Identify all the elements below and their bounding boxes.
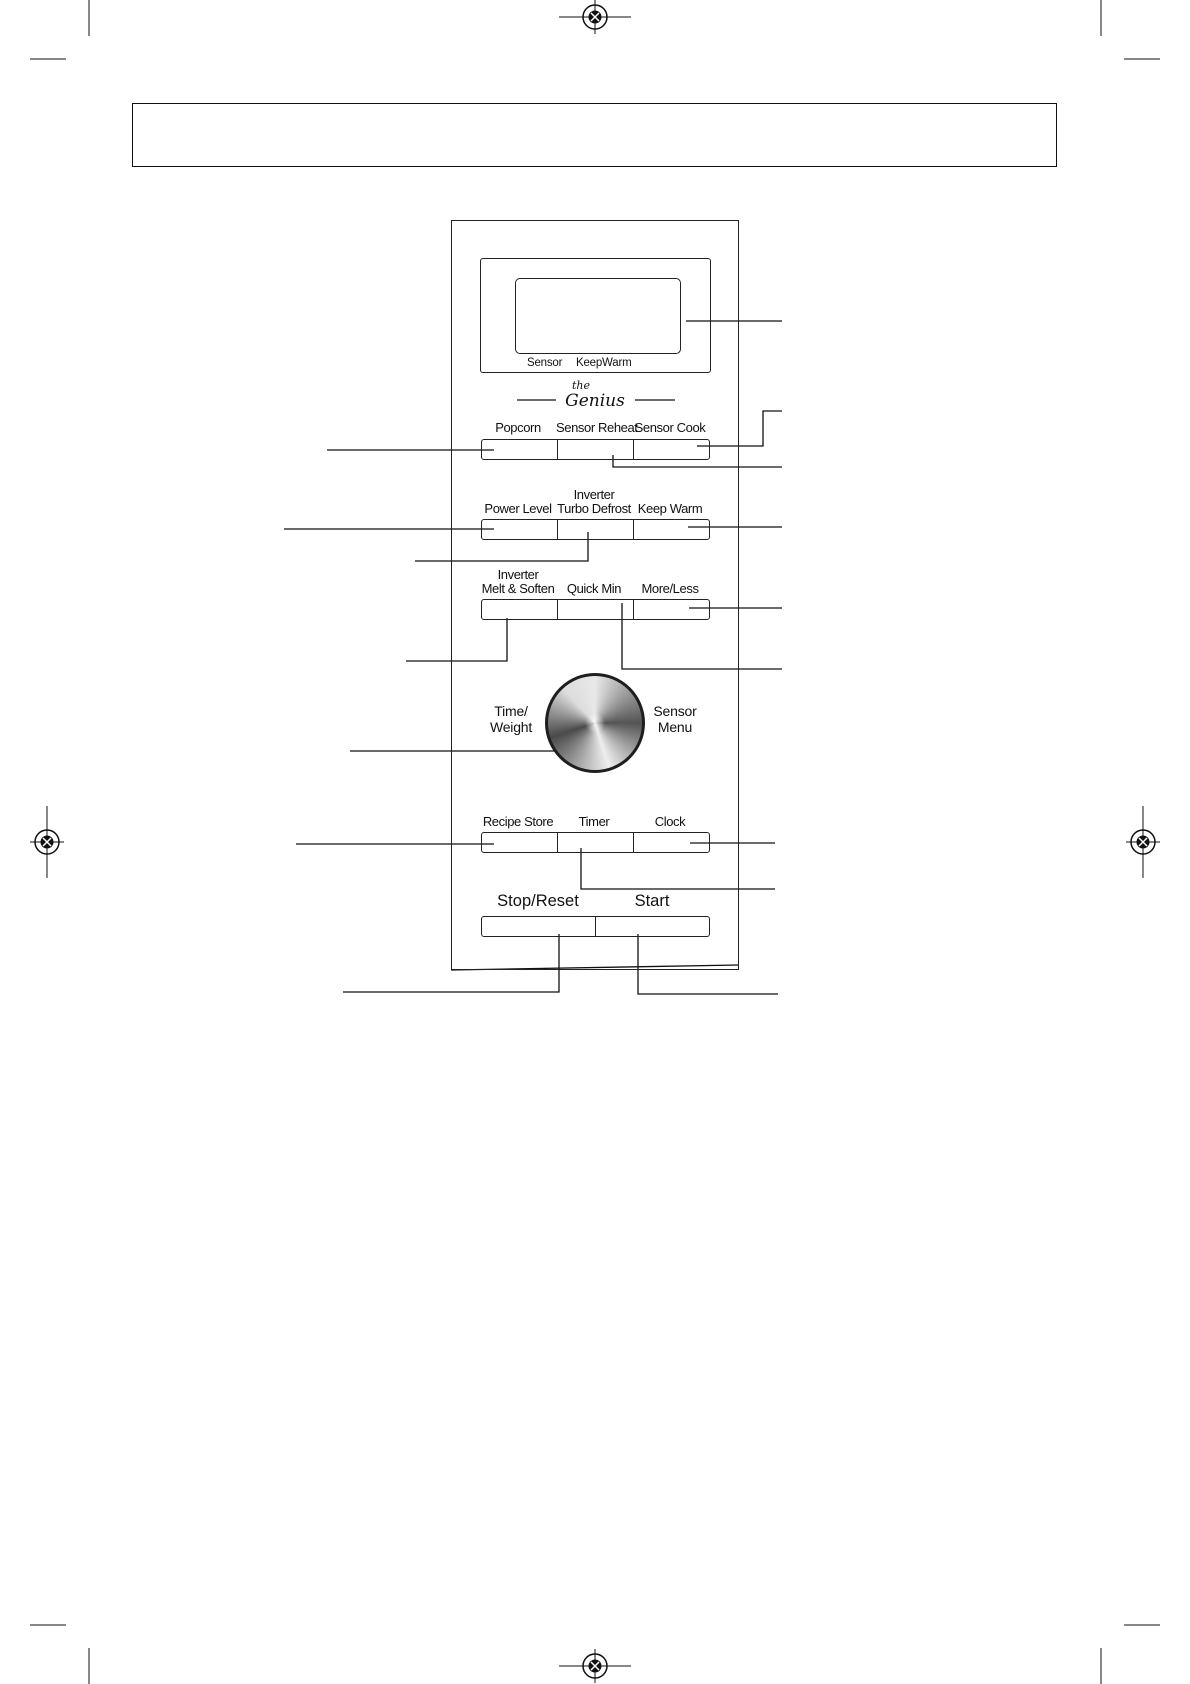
recipe-store-button[interactable] bbox=[482, 833, 557, 852]
registration-mark-icon bbox=[559, 1649, 631, 1683]
sensor-cook-label: Sensor Cook bbox=[634, 420, 706, 435]
turbo-defrost-label: Inverter Turbo Defrost bbox=[557, 487, 631, 516]
display-indicator-sensor: Sensor bbox=[527, 357, 563, 369]
power-level-label: Power Level bbox=[484, 501, 552, 516]
time-weight-label: Time/ Weight bbox=[489, 703, 533, 735]
brand-name: Genius bbox=[565, 391, 625, 411]
sensor-reheat-label: Sensor Reheat bbox=[556, 420, 638, 435]
more-less-button[interactable] bbox=[633, 600, 709, 619]
keep-warm-button[interactable] bbox=[633, 520, 709, 539]
melt-soften-button[interactable] bbox=[482, 600, 557, 619]
quick-min-label: Quick Min bbox=[566, 581, 622, 596]
popcorn-button[interactable] bbox=[482, 440, 557, 459]
lcd-display bbox=[515, 278, 681, 354]
button-row-2 bbox=[481, 519, 710, 540]
clock-label: Clock bbox=[654, 814, 686, 829]
recipe-store-label: Recipe Store bbox=[482, 814, 554, 829]
sensor-cook-button[interactable] bbox=[633, 440, 709, 459]
registration-mark-icon bbox=[1126, 806, 1160, 878]
popcorn-label: Popcorn bbox=[495, 420, 541, 435]
brand-prefix: the bbox=[571, 379, 590, 392]
registration-mark-icon bbox=[30, 806, 64, 878]
stop-reset-label: Stop/Reset bbox=[497, 892, 579, 910]
keep-warm-label: Keep Warm bbox=[637, 501, 703, 516]
melt-soften-label: Inverter Melt & Soften bbox=[481, 567, 555, 596]
quick-min-button[interactable] bbox=[557, 600, 633, 619]
button-row-4 bbox=[481, 832, 710, 853]
button-row-3 bbox=[481, 599, 710, 620]
time-weight-sensor-menu-dial[interactable] bbox=[545, 673, 645, 773]
timer-label: Timer bbox=[578, 814, 610, 829]
sensor-menu-label: Sensor Menu bbox=[653, 703, 697, 735]
start-label: Start bbox=[634, 892, 670, 910]
stop-reset-button[interactable] bbox=[482, 917, 595, 936]
more-less-label: More/Less bbox=[641, 581, 699, 596]
registration-mark-icon bbox=[559, 0, 631, 34]
button-row-5 bbox=[481, 916, 710, 937]
button-row-1 bbox=[481, 439, 710, 460]
timer-button[interactable] bbox=[557, 833, 633, 852]
brand-logo bbox=[540, 380, 650, 416]
start-button[interactable] bbox=[595, 917, 709, 936]
clock-button[interactable] bbox=[633, 833, 709, 852]
power-level-button[interactable] bbox=[482, 520, 557, 539]
turbo-defrost-button[interactable] bbox=[557, 520, 633, 539]
sensor-reheat-button[interactable] bbox=[557, 440, 633, 459]
display-indicator-keepwarm: KeepWarm bbox=[576, 357, 632, 369]
